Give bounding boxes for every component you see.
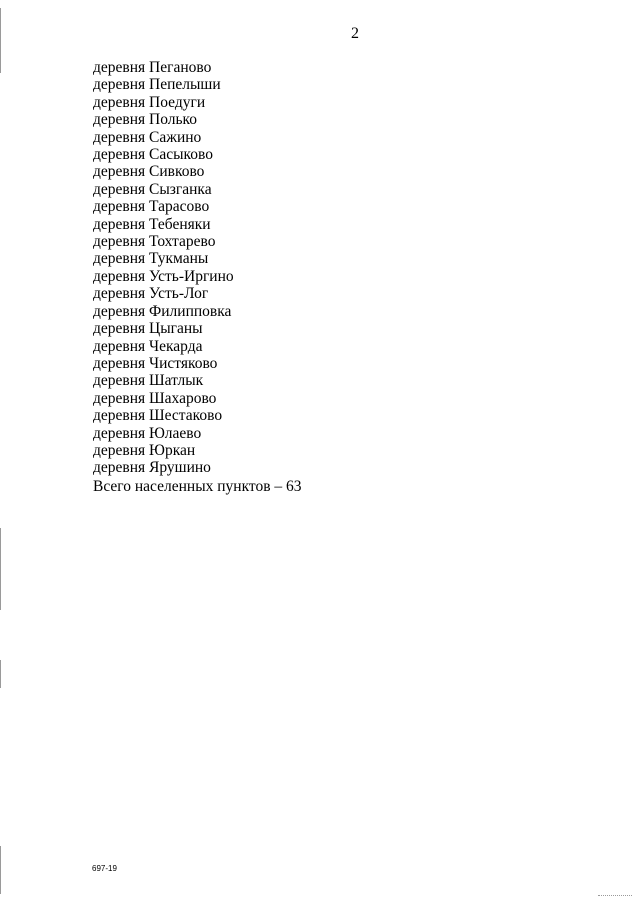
list-item: деревня Тохтарево (93, 233, 216, 251)
list-item: деревня Ярушино (93, 459, 211, 477)
scan-edge-mark (0, 660, 1, 688)
list-item: деревня Сивково (93, 163, 205, 181)
list-item: деревня Филипповка (93, 302, 232, 320)
list-item: деревня Сызганка (93, 180, 212, 198)
list-item: деревня Тебеняки (93, 215, 211, 233)
list-item: деревня Тукманы (93, 250, 209, 268)
list-item: деревня Усть-Иргино (93, 267, 234, 285)
list-item: деревня Юлаево (93, 424, 202, 442)
list-item: деревня Шатлык (93, 372, 204, 390)
list-item: деревня Чистяково (93, 354, 218, 372)
list-item: деревня Юркан (93, 441, 196, 459)
list-item: деревня Чекарда (93, 337, 203, 355)
scan-edge-mark (0, 846, 1, 894)
list-item: деревня Полько (93, 111, 198, 129)
list-item: деревня Сажино (93, 128, 202, 146)
scan-corner-dots (598, 895, 632, 897)
list-item: деревня Сасыково (93, 146, 213, 164)
scan-edge-mark (0, 8, 1, 73)
list-item: деревня Цыганы (93, 320, 203, 338)
settlement-list (93, 59, 234, 477)
list-item: деревня Пеганово (93, 59, 212, 76)
list-item: деревня Усть-Лог (93, 285, 209, 303)
list-item: деревня Шахарово (93, 389, 217, 407)
page-number: 2 (351, 25, 359, 42)
list-item: деревня Тарасово (93, 198, 210, 216)
list-item: деревня Шестаково (93, 407, 223, 425)
document-code: 697-19 (92, 864, 117, 873)
settlements-total: Всего населенных пунктов – 63 (93, 478, 302, 495)
list-item: деревня Пепелыши (93, 76, 221, 94)
list-item: деревня Поедуги (93, 93, 206, 111)
scan-edge-mark (0, 528, 1, 610)
